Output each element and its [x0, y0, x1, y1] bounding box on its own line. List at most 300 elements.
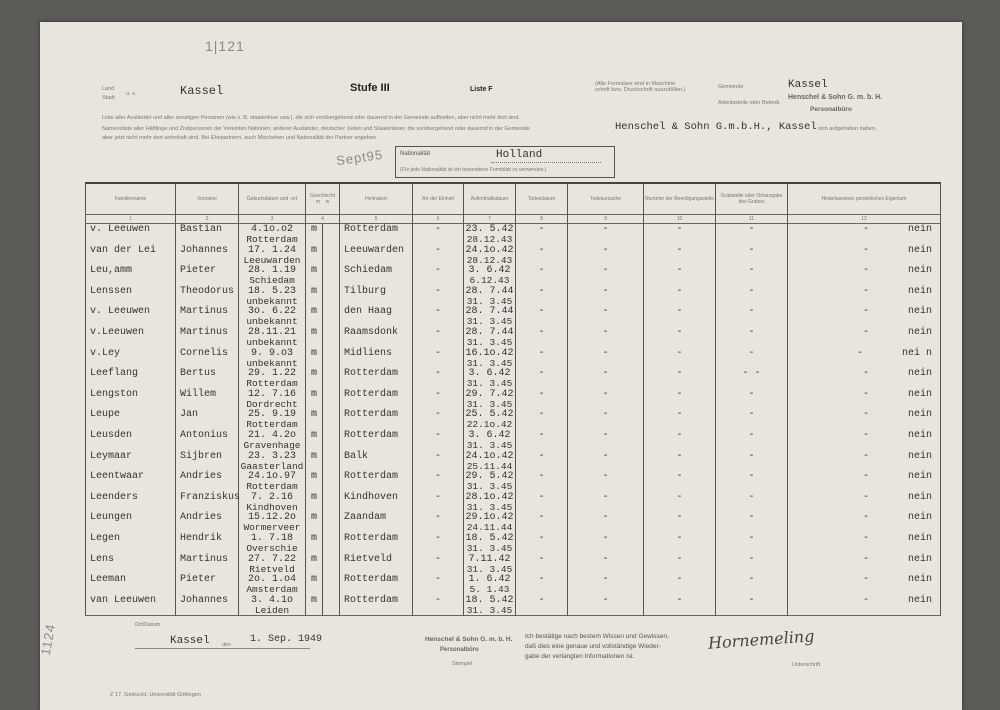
cell-nummer-nummer: -	[676, 512, 683, 524]
cell-geburt	[239, 245, 306, 266]
cell-heimatort-home: Rotterdam	[344, 224, 399, 235]
cell-aufenthalt-stay1: 1. 6.42	[468, 574, 511, 586]
cell-grab	[716, 574, 788, 595]
cell-geschlecht-m	[306, 306, 323, 327]
cell-heimatort	[340, 327, 413, 348]
den-label: den	[222, 642, 232, 648]
cell-aufenthalt-stay2: 31. 3.45	[466, 357, 513, 369]
cell-aufenthalt-stay1: 18. 5.42	[465, 594, 514, 606]
cell-einheit-unit: -	[435, 450, 442, 462]
instruction-line-3: aber jetzt nicht mehr dort wohnhaft sind. Bei Ehepartnern, auch Mischehen und Nationalität der Partner angeben.	[102, 135, 378, 141]
table-row	[86, 430, 941, 451]
table-row	[86, 306, 941, 327]
cell-geschlecht-w	[323, 327, 340, 348]
cell-heimatort	[340, 512, 413, 533]
cell-todesdatum	[516, 492, 568, 513]
cell-einheit-unit: -	[435, 244, 442, 256]
cell-einheit	[413, 451, 464, 472]
cell-heimatort-home: Rotterdam	[344, 471, 399, 483]
table-row	[86, 286, 941, 307]
cell-grab-grab: -	[748, 409, 755, 421]
cell-geschlecht-w	[323, 368, 340, 389]
cell-eigentum	[788, 224, 941, 245]
cell-todesdatum	[516, 574, 568, 595]
cell-nummer-nummer: -	[676, 491, 683, 503]
cell-familienname-name: Lens	[90, 553, 115, 565]
cell-vorname	[176, 224, 239, 245]
stadt-label: Stadt	[102, 95, 115, 101]
cell-heimatort	[340, 554, 413, 575]
cell-geburt-birthplace: Leeuwarden	[243, 254, 301, 266]
cell-einheit-unit: -	[435, 285, 442, 297]
cell-einheit	[413, 224, 464, 245]
cell-todesursache	[568, 306, 644, 327]
cell-todesdatum-tod: -	[538, 409, 545, 421]
cell-eigentum	[788, 554, 941, 575]
cell-eigentum	[788, 574, 941, 595]
cell-geschlecht-m-sex_m: m	[310, 265, 317, 277]
cell-geburt-birthplace: Amsterdam	[246, 584, 298, 596]
cell-einheit-unit: -	[435, 326, 442, 338]
cell-aufenthalt-stay2: 28.12.43	[466, 254, 513, 266]
cell-eigentum	[788, 327, 941, 348]
gemeinde-value: Kassel	[788, 79, 828, 91]
table-body	[86, 224, 941, 616]
cell-eigentum-eigentum2: nein	[908, 574, 933, 586]
cell-vorname-first: Martinus	[180, 553, 229, 565]
cell-aufenthalt-stay1: 3. 6.42	[468, 368, 511, 380]
cell-grab	[716, 245, 788, 266]
cell-geburt-birth: 9. 9.o3	[250, 347, 293, 359]
cell-geburt-birth: 1. 7.18	[250, 532, 293, 544]
cell-geburt-birth: 4.1o.o2	[250, 224, 293, 235]
cell-eigentum-eigentum1: -	[862, 306, 869, 318]
cell-familienname-name: Leusden	[90, 429, 133, 441]
cell-familienname	[86, 554, 176, 575]
cell-aufenthalt	[464, 389, 516, 410]
cell-familienname	[86, 574, 176, 595]
cell-grab	[716, 554, 788, 575]
col-header-aufenthalt: Aufenthaltsdauer	[464, 183, 516, 215]
cell-nummer	[644, 389, 716, 410]
cell-einheit-unit: -	[435, 368, 442, 380]
cell-geburt-birth: 23. 3.23	[247, 450, 296, 462]
cell-geburt-birthplace: unbekannt	[246, 357, 298, 369]
cell-todesdatum-tod: -	[538, 553, 545, 565]
cell-aufenthalt-stay2: 31. 3.45	[466, 336, 513, 348]
cell-einheit-unit: -	[435, 594, 442, 606]
cell-todesdatum-tod: -	[538, 429, 545, 441]
table-row	[86, 409, 941, 430]
cell-einheit	[413, 574, 464, 595]
cell-geburt	[239, 574, 306, 595]
cell-nummer	[644, 430, 716, 451]
cell-geschlecht-w	[323, 306, 340, 327]
cell-heimatort-home: Leeuwarden	[344, 244, 405, 256]
cell-heimatort	[340, 533, 413, 554]
document-page	[37, 22, 962, 710]
instruction-company: Henschel & Sohn G.m.b.H., Kassel	[615, 121, 817, 133]
table-row	[86, 492, 941, 513]
cell-familienname	[86, 471, 176, 492]
cell-geburt-birthplace: Dordrecht	[246, 398, 298, 410]
cell-nummer	[644, 574, 716, 595]
cell-aufenthalt-stay1: 25. 5.42	[465, 409, 514, 421]
cell-nummer	[644, 245, 716, 266]
kreis-label: u. o.	[126, 91, 137, 97]
cell-geschlecht-w	[323, 348, 340, 369]
cell-eigentum-eigentum2: nein	[908, 512, 933, 524]
table-row	[86, 389, 941, 410]
col-number: 5	[340, 215, 413, 224]
cell-geburt	[239, 327, 306, 348]
cell-heimatort	[340, 348, 413, 369]
cell-vorname	[176, 368, 239, 389]
cell-todesursache-ursache: -	[602, 471, 609, 483]
cell-eigentum	[788, 409, 941, 430]
nationality-note: (Für jede Nationalität ist ein besonderes Formblatt zu verwenden.)	[400, 167, 547, 173]
cell-aufenthalt-stay1: 24.1o.42	[465, 450, 514, 462]
cell-todesursache-ursache: -	[602, 574, 609, 586]
cell-geschlecht-m-sex_m: m	[310, 429, 317, 441]
cell-vorname	[176, 286, 239, 307]
cell-einheit	[413, 306, 464, 327]
cell-eigentum-eigentum2: nein	[908, 368, 933, 380]
cell-geburt-birthplace: unbekannt	[246, 295, 298, 307]
cell-nummer-nummer: -	[676, 388, 683, 400]
form-title: Stufe III	[350, 82, 390, 94]
cell-todesdatum-tod: -	[538, 265, 545, 277]
cell-nummer-nummer: -	[676, 409, 683, 421]
cell-nummer	[644, 512, 716, 533]
cell-familienname	[86, 595, 176, 616]
cell-geschlecht-m-sex_m: m	[310, 306, 317, 318]
cell-einheit-unit: -	[435, 491, 442, 503]
cell-grab-grab: -	[748, 265, 755, 277]
cell-aufenthalt-stay1: 3. 6.42	[468, 265, 511, 277]
cell-vorname	[176, 451, 239, 472]
cell-vorname	[176, 554, 239, 575]
stempel-label: Stempel	[452, 661, 473, 667]
cell-geburt	[239, 430, 306, 451]
cell-geburt	[239, 265, 306, 286]
cell-aufenthalt-stay1: 7.11.42	[468, 553, 511, 565]
cell-einheit	[413, 430, 464, 451]
cell-eigentum	[788, 533, 941, 554]
ort-value: Kassel	[170, 635, 210, 647]
cell-heimatort-home: Kindhoven	[344, 491, 399, 503]
cell-geschlecht-w	[323, 574, 340, 595]
cell-grab-grab: -	[748, 244, 755, 256]
cell-geburt-birth: 21. 4.2o	[247, 429, 296, 441]
cell-todesursache-ursache: -	[602, 285, 609, 297]
cell-geschlecht-w	[323, 409, 340, 430]
cell-eigentum-eigentum2: nein	[908, 306, 933, 318]
cell-familienname	[86, 348, 176, 369]
printer-note: Z 17. Gedruckt. Universität Göttingen	[110, 692, 201, 698]
cell-nummer	[644, 327, 716, 348]
cell-geschlecht-w	[323, 595, 340, 616]
cell-heimatort	[340, 595, 413, 616]
cell-geschlecht-m-sex_m: m	[310, 471, 317, 483]
cell-heimatort	[340, 306, 413, 327]
col-header-geschlecht	[306, 183, 340, 215]
cell-todesdatum	[516, 389, 568, 410]
pencil-mark: Sept95	[335, 146, 385, 169]
liste-label: Liste F	[470, 86, 493, 93]
cell-heimatort	[340, 368, 413, 389]
cell-todesursache	[568, 512, 644, 533]
cell-aufenthalt	[464, 492, 516, 513]
cell-grab	[716, 389, 788, 410]
col-header-eigentum: Hinterlassenes persönliches Eigentum	[788, 183, 941, 215]
cell-eigentum-eigentum1: -	[862, 532, 869, 544]
cell-todesdatum-tod: -	[538, 244, 545, 256]
cell-eigentum-eigentum2: nein	[908, 532, 933, 544]
cell-geburt	[239, 471, 306, 492]
cell-todesursache-ursache: -	[602, 553, 609, 565]
cell-geschlecht-m	[306, 327, 323, 348]
cell-heimatort-home: Balk	[344, 450, 369, 462]
cell-todesursache	[568, 451, 644, 472]
cell-heimatort	[340, 245, 413, 266]
cell-aufenthalt	[464, 471, 516, 492]
table-row	[86, 595, 941, 616]
cell-familienname	[86, 512, 176, 533]
cell-vorname	[176, 492, 239, 513]
cell-einheit	[413, 245, 464, 266]
cell-eigentum-eigentum1: -	[862, 594, 869, 606]
cell-einheit	[413, 265, 464, 286]
cell-todesursache-ursache: -	[602, 388, 609, 400]
cell-grab-grab: -	[748, 347, 755, 359]
instruction-line-2: Namensliste aller Häftlinge und Zivilpersonen der Vereinten Nationen, anderer Ausländer, deutscher Juden und Staatenloser, die vorübergehend oder dauernd in der Gemeinde	[102, 126, 530, 132]
cell-todesursache	[568, 245, 644, 266]
ort-underline	[135, 648, 310, 649]
cell-aufenthalt	[464, 286, 516, 307]
col-header-geschlecht-w: w	[325, 199, 330, 205]
col-number: 10	[644, 215, 716, 224]
confirm-line-2: daß dies eine genaue und vollständige Wieder-	[525, 643, 661, 650]
cell-eigentum-eigentum1: -	[856, 347, 863, 359]
cell-familienname	[86, 451, 176, 472]
cell-todesursache	[568, 533, 644, 554]
cell-heimatort-home: Zaandam	[344, 512, 387, 524]
cell-geburt-birthplace: Rotterdam	[246, 481, 298, 493]
cell-aufenthalt-stay2: 31. 3.45	[466, 501, 513, 513]
cell-eigentum-eigentum1: -	[862, 265, 869, 277]
cell-todesdatum	[516, 245, 568, 266]
ort-label: Ort/Datum	[135, 622, 161, 628]
cell-geschlecht-m	[306, 409, 323, 430]
cell-grab-grab: -	[748, 224, 755, 235]
cell-aufenthalt	[464, 595, 516, 616]
cell-geschlecht-m-sex_m: m	[310, 512, 317, 524]
cell-aufenthalt-stay1: 24.1o.42	[465, 244, 514, 256]
cell-familienname	[86, 224, 176, 245]
cell-todesdatum	[516, 224, 568, 245]
cell-geburt-birth: 2o. 1.o4	[247, 574, 296, 586]
cell-nummer	[644, 306, 716, 327]
cell-einheit	[413, 595, 464, 616]
col-number: 7	[464, 215, 516, 224]
cell-einheit	[413, 471, 464, 492]
cell-nummer-nummer: -	[676, 265, 683, 277]
col-header-geburt: Geburtsdatum und -ort	[239, 183, 306, 215]
cell-geschlecht-m	[306, 554, 323, 575]
table-row	[86, 265, 941, 286]
cell-geburt-birthplace: Overschie	[246, 542, 298, 554]
cell-geschlecht-w	[323, 245, 340, 266]
cell-geschlecht-m	[306, 451, 323, 472]
cell-todesursache-ursache: -	[602, 409, 609, 421]
cell-vorname	[176, 265, 239, 286]
cell-geburt-birthplace: unbekannt	[246, 316, 298, 328]
cell-todesdatum-tod: -	[538, 388, 545, 400]
cell-todesursache	[568, 574, 644, 595]
cell-vorname-first: Antonius	[180, 429, 229, 441]
cell-todesdatum	[516, 451, 568, 472]
cell-familienname	[86, 409, 176, 430]
cell-aufenthalt-stay2: 31. 3.45	[466, 542, 513, 554]
cell-grab-grab: -	[748, 285, 755, 297]
cell-heimatort-home: den Haag	[344, 306, 393, 318]
cell-aufenthalt-stay2: 31. 3.45	[466, 316, 513, 328]
cell-aufenthalt	[464, 430, 516, 451]
cell-todesursache-ursache: -	[602, 512, 609, 524]
cell-geburt-birth: 28. 1.19	[247, 265, 296, 277]
table-row	[86, 368, 941, 389]
confirm-line-1: Ich bestätige nach bestem Wissen und Gewissen,	[525, 633, 669, 640]
cell-geburt-birthplace: Leiden	[254, 604, 290, 616]
cell-vorname-first: Jan	[180, 409, 199, 421]
cell-nummer	[644, 286, 716, 307]
cell-geburt	[239, 595, 306, 616]
cell-heimatort	[340, 389, 413, 410]
cell-grab	[716, 471, 788, 492]
cell-aufenthalt	[464, 245, 516, 266]
cell-geschlecht-m-sex_m: m	[310, 285, 317, 297]
cell-aufenthalt-stay2: 31. 3.45	[466, 295, 513, 307]
col-header-grab: Grabstelle oder Ortsangabe des Grabes	[716, 183, 788, 215]
cell-todesursache-ursache: -	[602, 224, 609, 235]
cell-todesdatum	[516, 348, 568, 369]
col-header-todesursache: Todesursache	[568, 183, 644, 215]
cell-grab	[716, 409, 788, 430]
cell-vorname-first: Theodorus	[180, 285, 235, 297]
cell-geburt-birthplace: Wormerveer	[243, 522, 301, 534]
cell-familienname-name: Lengston	[90, 388, 139, 400]
cell-vorname-first: Sijbren	[180, 450, 223, 462]
cell-heimatort-home: Rietveld	[344, 553, 393, 565]
cell-grab	[716, 327, 788, 348]
cell-todesdatum-tod: -	[538, 368, 545, 380]
cell-aufenthalt-stay2: 31. 3.45	[466, 378, 513, 390]
cell-grab-grab: -	[748, 532, 755, 544]
cell-todesursache-ursache: -	[602, 306, 609, 318]
cell-geschlecht-m-sex_m: m	[310, 409, 317, 421]
betrieb-stamp: Henschel & Sohn G. m. b. H.	[788, 94, 883, 101]
cell-einheit	[413, 389, 464, 410]
cell-grab-grab: -	[748, 594, 755, 606]
cell-nummer	[644, 368, 716, 389]
cell-geburt-birth: 3o. 6.22	[247, 306, 296, 318]
cell-geburt-birthplace: Schiedam	[249, 275, 295, 287]
cell-eigentum-eigentum2: nein	[908, 265, 933, 277]
signature: Hornemeling	[707, 626, 815, 653]
cell-geschlecht-w	[323, 265, 340, 286]
cell-familienname-name: Leenders	[90, 491, 139, 503]
cell-geburt	[239, 409, 306, 430]
cell-eigentum	[788, 286, 941, 307]
cell-einheit-unit: -	[435, 471, 442, 483]
table-row	[86, 224, 941, 245]
cell-heimatort	[340, 409, 413, 430]
cell-geburt	[239, 389, 306, 410]
table-row	[86, 554, 941, 575]
land-label: Land	[102, 86, 115, 92]
cell-eigentum-eigentum2: nein	[908, 409, 933, 421]
cell-todesursache	[568, 368, 644, 389]
nationality-value: Holland	[496, 149, 543, 161]
cell-todesdatum-tod: -	[538, 285, 545, 297]
cell-todesdatum	[516, 471, 568, 492]
cell-nummer-nummer: -	[676, 429, 683, 441]
table-row	[86, 451, 941, 472]
cell-todesursache	[568, 327, 644, 348]
col-header-einheit: Art der Einheit	[413, 183, 464, 215]
cell-grab	[716, 492, 788, 513]
cell-vorname	[176, 306, 239, 327]
cell-eigentum-eigentum2: nein	[908, 594, 933, 606]
cell-geburt	[239, 348, 306, 369]
cell-geburt	[239, 286, 306, 307]
cell-eigentum	[788, 245, 941, 266]
cell-aufenthalt	[464, 348, 516, 369]
cell-heimatort-home: Rotterdam	[344, 594, 399, 606]
cell-vorname-first: Willem	[180, 388, 217, 400]
cell-nummer-nummer: -	[676, 532, 683, 544]
cell-todesursache-ursache: -	[602, 491, 609, 503]
cell-vorname-first: Franziskus	[180, 491, 241, 503]
cell-geburt	[239, 224, 306, 245]
cell-eigentum-eigentum2: nein	[908, 450, 933, 462]
cell-geburt-birth: 18. 5.23	[247, 285, 296, 297]
cell-geburt-birthplace: Rotterdam	[246, 234, 298, 245]
cell-nummer-nummer: -	[676, 574, 683, 586]
cell-einheit-unit: -	[435, 306, 442, 318]
cell-vorname-first: Johannes	[180, 594, 229, 606]
cell-eigentum-eigentum1: -	[862, 574, 869, 586]
cell-geburt-birthplace: Gravenhage	[243, 439, 301, 451]
cell-einheit	[413, 554, 464, 575]
cell-nummer	[644, 224, 716, 245]
cell-todesdatum	[516, 286, 568, 307]
cell-todesursache-ursache: -	[602, 450, 609, 462]
cell-eigentum	[788, 451, 941, 472]
cell-grab	[716, 451, 788, 472]
cell-nummer	[644, 409, 716, 430]
cell-nummer-nummer: -	[676, 594, 683, 606]
cell-todesdatum	[516, 368, 568, 389]
cell-aufenthalt-stay2: 31. 3.45	[466, 563, 513, 575]
cell-geschlecht-m-sex_m: m	[310, 326, 317, 338]
cell-todesdatum	[516, 595, 568, 616]
cell-aufenthalt-stay1: 16.1o.42	[465, 347, 514, 359]
cell-heimatort-home: Rotterdam	[344, 409, 399, 421]
cell-eigentum-eigentum1: -	[862, 388, 869, 400]
cell-familienname-name: van der Lei	[90, 244, 157, 256]
